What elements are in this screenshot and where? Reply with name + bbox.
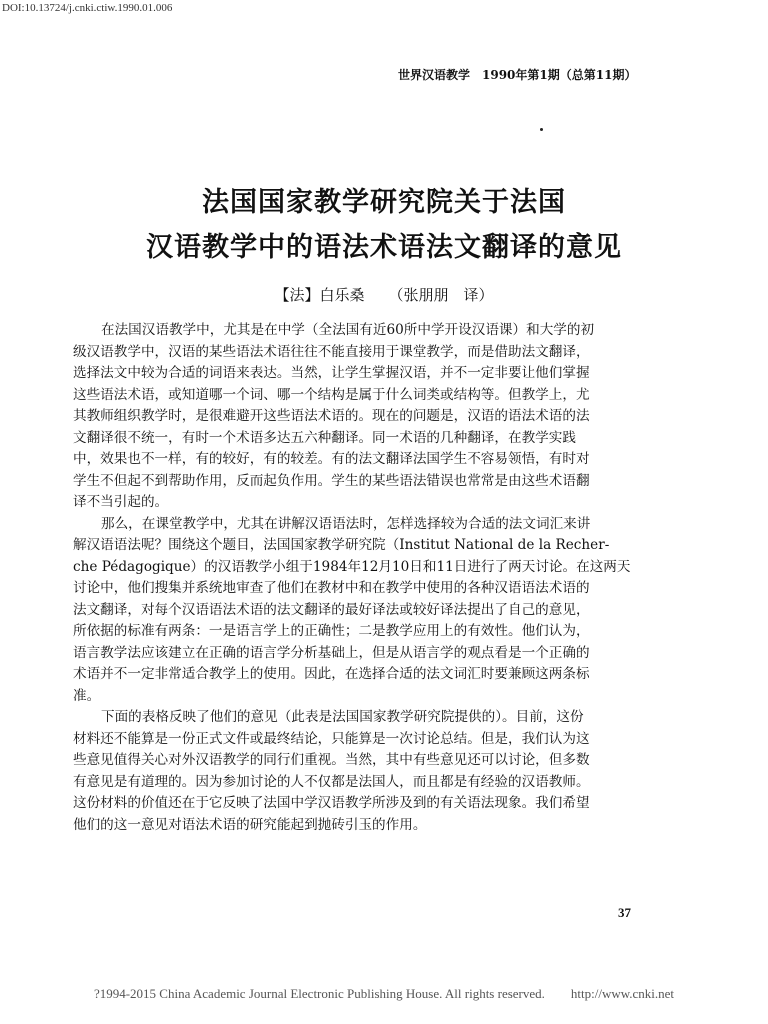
- paragraph: [73, 320, 639, 514]
- paragraph-line: che Pédagogique）的汉语教学小组于1984年12月10日和11日进行了两天讨论。在这两天: [73, 558, 631, 575]
- paragraph-line: 讨论中，他们搜集并系统地审查了他们在教材中和在教学中使用的各种汉语语法术语的: [73, 580, 590, 596]
- paragraph-line: 术语并不一定非常适合教学上的使用。因此，在选择合适的法文词汇时要兼顾这两条标: [73, 666, 590, 682]
- paragraph-line: 学生不但起不到帮助作用，反而起负作用。学生的某些语法错误也常常是由这些术语翻: [73, 472, 590, 489]
- paragraph-line: 材料还不能算是一份正式文件或最终结论，只能算是一次讨论总结。但是，我们认为这: [73, 730, 590, 747]
- translator-name: （张朋朋 译）: [388, 286, 494, 304]
- paragraph-line: 这份材料的价值还在于它反映了法国中学汉语教学所涉及到的有关语法现象。我们希望: [73, 795, 590, 811]
- paragraph-line: 在法国汉语教学中，尤其是在中学（全法国有近60所中学开设汉语课）和大学的初: [101, 322, 595, 338]
- paragraph-line: 些意见值得关心对外汉语教学的同行们重视。当然，其中有些意见还可以讨论，但多数: [73, 752, 590, 768]
- page-number: 37: [618, 905, 631, 920]
- article-title-line-2: 汉语教学中的语法术语法文翻译的意见: [146, 232, 622, 263]
- paragraph-line: 其教师组织教学时，是很难避开这些语法术语的。现在的问题是，汉语的语法术语的法: [73, 408, 590, 424]
- paragraph-line: 解汉语语法呢？围绕这个题目，法国国家教学研究院（Institut National de la Recher-: [73, 537, 610, 553]
- paragraph-line: 有意见是有道理的。因为参加讨论的人不仅都是法国人，而且都是有经验的汉语教师。: [73, 773, 590, 790]
- paragraph-line: 语言教学法应该建立在正确的语言学分析基础上，但是从语言学的观点看是一个正确的: [73, 644, 590, 661]
- journal-header: 世界汉语教学 1990年第1期（总第11期）: [398, 68, 637, 82]
- paragraph-line: 那么，在课堂教学中，尤其在讲解汉语语法时，怎样选择较为合适的法文词汇来讲: [101, 515, 591, 532]
- paragraph-line: 中，效果也不一样，有的较好，有的较差。有的法文翻译法国学生不容易领悟，有时对: [73, 451, 590, 467]
- doi-identifier: DOI:10.13724/j.cnki.ctiw.1990.01.006: [2, 2, 173, 14]
- paragraph-line: 级汉语教学中，汉语的某些语法术语往往不能直接用于课堂教学，而是借助法文翻译，: [73, 343, 590, 360]
- decorative-dot: [540, 128, 543, 131]
- paragraph-line: 所依据的标准有两条：一是语言学上的正确性；二是教学应用上的有效性。他们认为，: [73, 623, 590, 639]
- paragraph-line: 法文翻译，对每个汉语语法术语的法文翻译的最好译法或较好译法提出了自己的意见，: [73, 601, 590, 618]
- paragraph-line: 选择法文中较为合适的词语来表达。当然，让学生掌握汉语，并不一定非要让他们掌握: [73, 365, 590, 381]
- paragraph: [73, 514, 639, 708]
- paragraph-line: 译不当引起的。: [73, 494, 169, 510]
- author-name: 【法】白乐桑: [274, 286, 365, 304]
- paragraph: [73, 707, 639, 836]
- paragraph-line: 准。: [73, 687, 101, 704]
- paragraph-line: 这些语法术语，或知道哪一个词、哪一个结构是属于什么词类或结构等。但教学上，尤: [73, 386, 590, 403]
- article-title-line-1: 法国国家教学研究院关于法国: [202, 187, 566, 218]
- paragraph-line: 下面的表格反映了他们的意见（此表是法国国家教学研究院提供的）。目前，这份: [101, 709, 584, 725]
- paragraph-line: 文翻译很不统一，有时一个术语多达五六种翻译。同一术语的几种翻译，在教学实践: [73, 429, 576, 446]
- article-body: [73, 320, 639, 836]
- paragraph-line: 他们的这一意见对语法术语的研究能起到抛砖引玉的作用。: [73, 816, 427, 833]
- byline: [0, 284, 768, 305]
- copyright-footer: ?1994-2015 China Academic Journal Electronic Publishing House. All rights reserved. http://www.cnki.net: [93, 986, 675, 1001]
